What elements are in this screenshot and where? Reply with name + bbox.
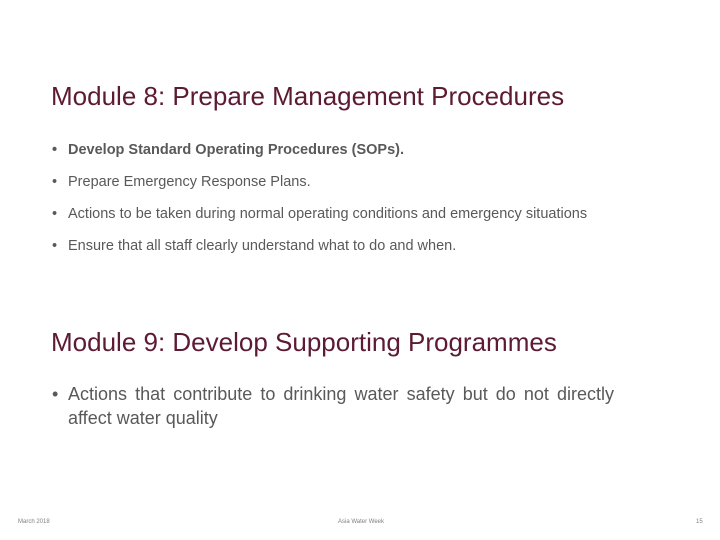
module-8-title: Module 8: Prepare Management Procedures [51, 81, 565, 111]
bullet-item-supporting-actions: • Actions that contribute to drinking water safety but do not directly affect water quality [52, 382, 614, 430]
module-9-bullet-list [52, 382, 614, 430]
footer-date: March 2018 [18, 519, 50, 525]
bullet-item-actions: • Actions to be taken during normal operating conditions and emergency situations [52, 204, 644, 224]
bullet-item-emergency-plans: • Prepare Emergency Response Plans. [52, 172, 644, 192]
footer-event-name: Asia Water Week [338, 519, 385, 525]
bullet-item-sops: • Develop Standard Operating Procedures (SOPs). [52, 140, 644, 160]
bullet-item-staff: • Ensure that all staff clearly understand what to do and when. [52, 236, 644, 256]
module-8-bullet-list [52, 140, 644, 268]
footer-page-number: 15 [696, 519, 703, 525]
module-9-title: Module 9: Develop Supporting Programmes [51, 327, 557, 357]
